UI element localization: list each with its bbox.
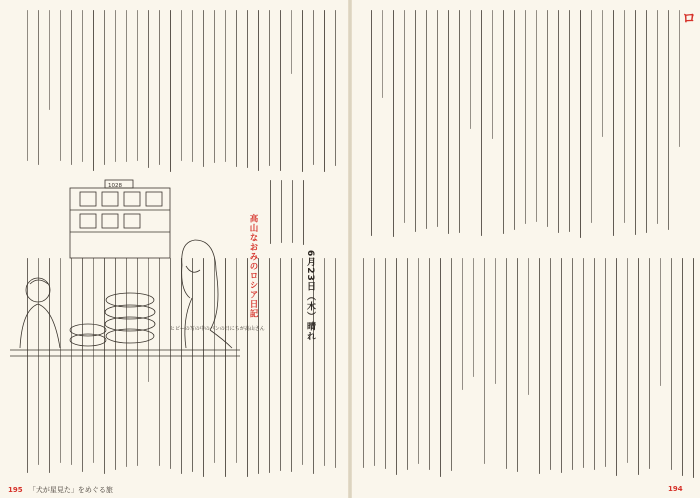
left-page-number: 195 bbox=[8, 486, 23, 494]
text-line bbox=[385, 258, 386, 469]
text-line bbox=[313, 10, 314, 165]
text-line bbox=[60, 10, 61, 161]
text-line bbox=[170, 10, 171, 172]
text-line bbox=[547, 10, 548, 227]
text-line bbox=[407, 258, 408, 470]
text-line bbox=[236, 10, 237, 167]
text-line bbox=[657, 10, 658, 224]
text-line bbox=[126, 10, 127, 162]
text-line bbox=[437, 10, 438, 227]
handwritten-note: ヒビーの写の中のパンの日にちが高山さん bbox=[170, 326, 265, 332]
text-line bbox=[440, 258, 441, 477]
text-line bbox=[148, 10, 149, 168]
text-line bbox=[415, 10, 416, 232]
column-title: 高山なおみのロシア日記 bbox=[248, 214, 258, 319]
text-line bbox=[404, 10, 405, 223]
page-gutter bbox=[348, 0, 352, 498]
text-line bbox=[481, 10, 482, 236]
text-line bbox=[668, 10, 669, 230]
text-line bbox=[291, 10, 292, 74]
text-line bbox=[646, 10, 647, 233]
right-page-number: 194 bbox=[668, 485, 683, 493]
text-line bbox=[525, 10, 526, 224]
text-line bbox=[602, 10, 603, 137]
text-line bbox=[539, 258, 540, 474]
text-line bbox=[580, 10, 581, 238]
text-line bbox=[583, 258, 584, 468]
text-line bbox=[572, 258, 573, 470]
text-line bbox=[451, 258, 452, 471]
text-line bbox=[649, 258, 650, 469]
text-line bbox=[49, 10, 50, 110]
text-line bbox=[594, 258, 595, 470]
shop-sign-text: 1028 bbox=[108, 183, 122, 189]
diary-date-heading: 6月23日（木）晴れ bbox=[305, 250, 315, 342]
text-line bbox=[418, 258, 419, 464]
text-line bbox=[638, 258, 639, 475]
text-line bbox=[671, 258, 672, 470]
text-line bbox=[484, 258, 485, 464]
text-line bbox=[82, 10, 83, 162]
text-line bbox=[247, 10, 248, 168]
text-line bbox=[470, 10, 471, 129]
text-line bbox=[462, 258, 463, 390]
text-line bbox=[324, 10, 325, 172]
text-line bbox=[371, 10, 372, 236]
section-initial: ロ bbox=[682, 11, 696, 27]
text-line bbox=[270, 180, 271, 244]
text-line bbox=[426, 10, 427, 229]
text-line bbox=[528, 258, 529, 395]
text-line bbox=[616, 258, 617, 476]
text-line bbox=[624, 10, 625, 223]
text-line bbox=[71, 10, 72, 165]
text-line bbox=[660, 258, 661, 386]
running-title: 「犬が星見た」をめぐる旅 bbox=[28, 486, 113, 494]
text-line bbox=[605, 258, 606, 467]
text-line bbox=[561, 258, 562, 473]
text-line bbox=[627, 258, 628, 463]
text-line bbox=[27, 10, 28, 161]
text-line bbox=[448, 10, 449, 234]
text-line bbox=[335, 258, 336, 468]
text-line bbox=[569, 10, 570, 232]
text-line bbox=[591, 10, 592, 223]
text-line bbox=[269, 10, 270, 166]
text-line bbox=[396, 258, 397, 475]
text-line bbox=[335, 10, 336, 166]
text-line bbox=[203, 10, 204, 167]
text-line bbox=[269, 258, 270, 473]
text-line bbox=[38, 10, 39, 165]
text-line bbox=[550, 258, 551, 470]
text-line bbox=[558, 10, 559, 233]
text-line bbox=[393, 10, 394, 237]
text-line bbox=[679, 10, 680, 147]
text-line bbox=[280, 258, 281, 471]
text-line bbox=[382, 10, 383, 98]
text-line bbox=[503, 10, 504, 234]
text-line bbox=[104, 10, 105, 165]
text-line bbox=[429, 258, 430, 470]
text-line bbox=[324, 258, 325, 466]
text-line bbox=[192, 10, 193, 162]
text-line bbox=[506, 258, 507, 469]
text-line bbox=[613, 10, 614, 236]
text-line bbox=[363, 258, 364, 468]
text-line bbox=[291, 258, 292, 472]
text-line bbox=[181, 10, 182, 161]
text-line bbox=[536, 10, 537, 222]
text-line bbox=[292, 180, 293, 243]
text-line bbox=[137, 10, 138, 161]
text-line bbox=[495, 258, 496, 384]
text-line bbox=[225, 10, 226, 162]
text-line bbox=[682, 258, 683, 476]
text-line bbox=[280, 10, 281, 171]
text-line bbox=[459, 10, 460, 233]
text-line bbox=[93, 10, 94, 171]
text-line bbox=[303, 180, 304, 245]
text-line bbox=[517, 258, 518, 472]
text-line bbox=[492, 10, 493, 139]
text-line bbox=[374, 258, 375, 466]
text-line bbox=[281, 180, 282, 243]
text-line bbox=[302, 258, 303, 465]
text-line bbox=[258, 10, 259, 171]
text-line bbox=[635, 10, 636, 235]
text-line bbox=[159, 10, 160, 165]
text-line bbox=[693, 258, 694, 478]
text-line bbox=[514, 10, 515, 230]
text-line bbox=[115, 10, 116, 162]
text-line bbox=[302, 10, 303, 172]
text-line bbox=[473, 258, 474, 377]
left-folio bbox=[8, 485, 113, 495]
text-line bbox=[214, 10, 215, 163]
